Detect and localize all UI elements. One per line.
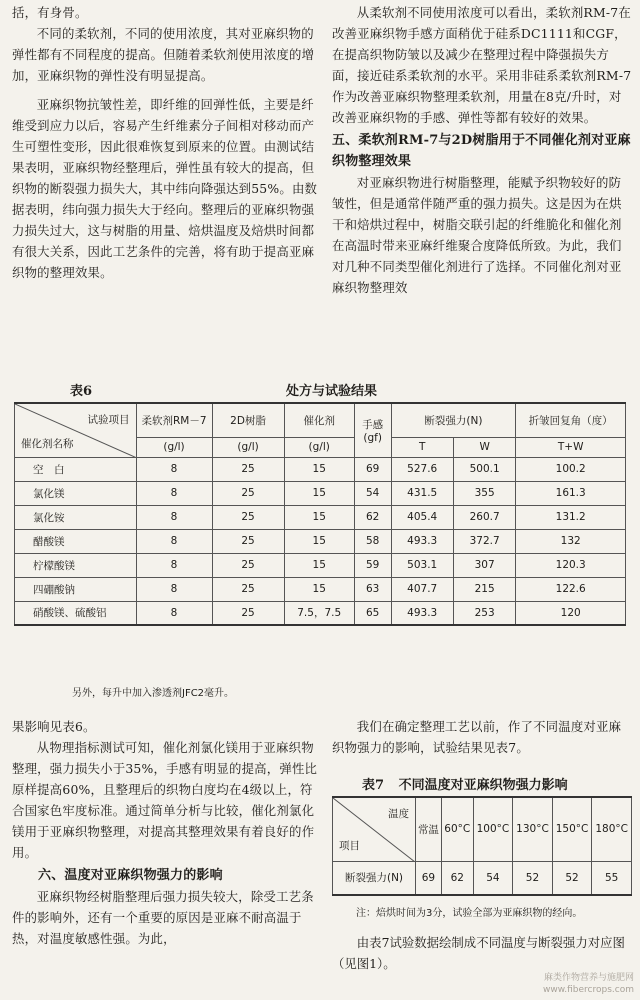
table7-title: 不同温度对亚麻织物强力影响 — [398, 778, 568, 793]
body-column-bottom-right-2 — [332, 932, 632, 974]
table6-cell-tw: 132 — [516, 529, 626, 553]
table6-cell-w: 215 — [453, 577, 515, 601]
table6-header-t: T — [391, 437, 453, 457]
table6-cell-t: 431.5 — [391, 481, 453, 505]
table7 — [332, 796, 632, 896]
table6-cell-resin: 25 — [212, 553, 284, 577]
table6-cell-tw: 122.6 — [516, 577, 626, 601]
table6-cell-w: 307 — [453, 553, 515, 577]
paragraph: 亚麻织物抗皱性差，即纤维的回弹性低，主要是纤维受到应力以后，容易产生纤维素分子间相对移动而产生可塑性变形，因此很难恢复到原来的位置。由测试结果表明，亚麻织物经整理后，弹性虽有较大的提高，但织物的断裂强力损失大，其中纬向降强达到55%。由数据表明，纬向强力损失大于经向。整理后的亚麻织物强力损失过大，这与树脂的用量、焙烘温度及焙烘时间都有很大关系，因此工艺条件的完善，将有助于提高亚麻织物的整理效果。 — [12, 97, 318, 280]
table6-header-breaking: 断裂强力(N) — [391, 403, 516, 437]
table7-value: 54 — [473, 861, 513, 895]
table6-title: 处方与试验结果 — [286, 384, 378, 399]
table6-caption — [14, 380, 626, 400]
table6-cell-catalyst: 15 — [284, 529, 354, 553]
table7-note: 注：焙烘时间为3分，试验全部为亚麻织物的经向。 — [356, 908, 583, 919]
table7-value: 52 — [513, 861, 553, 895]
table6-unit: (g/l) — [136, 437, 212, 457]
table6-corner-bottom: 催化剂名称 — [21, 437, 74, 450]
table6-cell-tw: 120 — [516, 601, 626, 625]
section-heading: 五、柔软剂RM-7与2D树脂用于不同催化剂对亚麻织物整理效果 — [332, 133, 631, 169]
table6-cell-t: 527.6 — [391, 457, 453, 481]
table6-header-resin: 2D树脂 — [212, 403, 284, 437]
table6-cell-w: 372.7 — [453, 529, 515, 553]
table6-cell-catalyst: 15 — [284, 505, 354, 529]
paragraph: 从柔软剂不同使用浓度可以看出，柔软剂RM-7在改善亚麻织物手感方面稍优于硅系DC1111和CGF，在提高织物防皱以及减少在整理过程中降强损失方面，接近硅系柔软剂的水平。采用非硅系柔软剂RM-7作为改善亚麻织物整理柔软剂，用量在8克/升时，对改善亚麻织物的手感、弹性等都有较好的效果。 — [332, 5, 632, 125]
table-row — [15, 505, 626, 529]
paragraph: 从物理指标测试可知，催化剂氯化镁用于亚麻织物整理，强力损失小于35%，手感有明显的提高，弹性比原样提高60%，且整理后的织物白度均在4级以上，符合国家色牢度标准。通过简单分析与比较，催化剂氯化镁用于亚麻织物整理，对提高其整理效果有着良好的作用。 — [12, 740, 318, 860]
table6-cell-resin: 25 — [212, 505, 284, 529]
paragraph: 果影响见表6。 — [12, 719, 96, 734]
table6-cell-resin: 25 — [212, 529, 284, 553]
table6-header-softener: 柔软剂RM－7 — [136, 403, 212, 437]
table6-cell-softener: 8 — [136, 505, 212, 529]
table6-cell-t: 493.3 — [391, 529, 453, 553]
table6-cell-w: 500.1 — [453, 457, 515, 481]
table6-cell-name: 四硼酸钠 — [15, 577, 137, 601]
table7-corner-cell — [333, 797, 416, 861]
table6-note: 另外，每升中加入渗透剂JFC2毫升。 — [72, 688, 235, 699]
table6-cell-handle: 59 — [354, 553, 391, 577]
table7-header: 180°C — [592, 797, 632, 861]
table6-cell-handle: 62 — [354, 505, 391, 529]
table-row — [15, 601, 626, 625]
table6-cell-catalyst: 15 — [284, 577, 354, 601]
table6-cell-name: 氯化铵 — [15, 505, 137, 529]
table6-cell-handle: 69 — [354, 457, 391, 481]
table6-cell-resin: 25 — [212, 481, 284, 505]
body-column-bottom-left — [12, 716, 318, 949]
table6-cell-softener: 8 — [136, 529, 212, 553]
table6-cell-t: 407.7 — [391, 577, 453, 601]
body-column-top-left — [12, 2, 318, 283]
table6-cell-name: 氯化镁 — [15, 481, 137, 505]
table6-cell-softener: 8 — [136, 601, 212, 625]
section-heading: 六、温度对亚麻织物强力的影响 — [38, 868, 223, 883]
table7-label: 表7 — [362, 778, 385, 793]
table6-corner-cell — [15, 403, 137, 457]
table6-cell-tw: 120.3 — [516, 553, 626, 577]
table-row — [15, 529, 626, 553]
paragraph: 由表7试验数据绘制成不同温度与断裂强力对应图（见图1）。 — [332, 935, 625, 971]
table7-header: 130°C — [513, 797, 553, 861]
table7-caption — [362, 774, 568, 793]
table6-cell-name: 空 白 — [15, 457, 137, 481]
paragraph: 我们在确定整理工艺以前，作了不同温度对亚麻织物强力的影响，试验结果见表7。 — [332, 719, 622, 755]
table6-cell-softener: 8 — [136, 457, 212, 481]
table6-cell-handle: 54 — [354, 481, 391, 505]
table6-cell-softener: 8 — [136, 553, 212, 577]
table6-cell-w: 260.7 — [453, 505, 515, 529]
table-row — [15, 457, 626, 481]
paragraph: 亚麻织物经树脂整理后强力损失较大，除受工艺条件的影响外，还有一个重要的原因是亚麻不耐高温于热，对温度敏感性强。为此， — [12, 889, 314, 946]
table6-cell-catalyst: 7.5，7.5 — [284, 601, 354, 625]
table6-cell-name: 醋酸镁 — [15, 529, 137, 553]
table7-value: 62 — [441, 861, 473, 895]
table-row — [15, 553, 626, 577]
table6-header-recovery: 折皱回复角（度） — [516, 403, 626, 437]
watermark-line: 麻类作物营养与施肥网 — [543, 973, 634, 983]
table6-cell-w: 355 — [453, 481, 515, 505]
table6-cell-handle: 58 — [354, 529, 391, 553]
body-column-bottom-right — [332, 716, 632, 758]
table6-unit: (g/l) — [284, 437, 354, 457]
table7-header: 100°C — [473, 797, 513, 861]
table6-cell-w: 253 — [453, 601, 515, 625]
table6-cell-resin: 25 — [212, 601, 284, 625]
table6-cell-tw: 161.3 — [516, 481, 626, 505]
watermark-line: www.fibercrops.com — [543, 985, 634, 995]
paragraph: 对亚麻织物进行树脂整理，能赋予织物较好的防皱性，但是通常伴随严重的强力损失。这是因为在烘干和焙烘过程中，树脂交联引起的纤维脆化和催化剂在高温时带来亚麻纤维聚合度降低所致。为此，我们对几种不同类型催化剂进行了选择。不同催化剂对亚麻织物整理效 — [332, 175, 622, 295]
table7-value: 69 — [416, 861, 442, 895]
table6-cell-tw: 100.2 — [516, 457, 626, 481]
table6-header-handle: 手感(gf) — [354, 403, 391, 457]
table6-unit: (g/l) — [212, 437, 284, 457]
paragraph: 括，有身骨。 — [12, 5, 88, 20]
table6-cell-handle: 65 — [354, 601, 391, 625]
table6-header-w: W — [453, 437, 515, 457]
table6-cell-softener: 8 — [136, 577, 212, 601]
table7-header: 60°C — [441, 797, 473, 861]
table6-cell-resin: 25 — [212, 577, 284, 601]
table6 — [14, 402, 626, 626]
table6-cell-name: 硝酸镁、硫酸铝 — [15, 601, 137, 625]
table6-cell-t: 405.4 — [391, 505, 453, 529]
table6-cell-handle: 63 — [354, 577, 391, 601]
paragraph: 不同的柔软剂，不同的使用浓度，其对亚麻织物的弹性都有不同程度的提高。但随着柔软剂使用浓度的增加，亚麻织物的弹性没有明显提高。 — [12, 26, 315, 83]
site-watermark — [543, 972, 634, 996]
table7-corner-bottom: 项目 — [339, 839, 360, 852]
table6-cell-t: 503.1 — [391, 553, 453, 577]
table-row — [15, 481, 626, 505]
table7-header: 150°C — [552, 797, 592, 861]
table6-cell-catalyst: 15 — [284, 553, 354, 577]
table-row — [15, 577, 626, 601]
table7-value: 52 — [552, 861, 592, 895]
table6-cell-name: 柠檬酸镁 — [15, 553, 137, 577]
table6-cell-catalyst: 15 — [284, 481, 354, 505]
table6-label: 表6 — [70, 384, 93, 399]
table6-cell-tw: 131.2 — [516, 505, 626, 529]
table7-corner-top: 温度 — [388, 808, 409, 820]
table6-cell-resin: 25 — [212, 457, 284, 481]
table6-header-tw: T+W — [516, 437, 626, 457]
table6-cell-catalyst: 15 — [284, 457, 354, 481]
table6-header-catalyst: 催化剂 — [284, 403, 354, 437]
table6-cell-softener: 8 — [136, 481, 212, 505]
table7-value: 55 — [592, 861, 632, 895]
table6-cell-t: 493.3 — [391, 601, 453, 625]
table6-body — [15, 457, 626, 625]
table7-row-label: 断裂强力(N) — [333, 861, 416, 895]
body-column-top-right — [332, 2, 632, 298]
table6-corner-top: 试验项目 — [87, 414, 130, 426]
table7-header: 常温 — [416, 797, 442, 861]
